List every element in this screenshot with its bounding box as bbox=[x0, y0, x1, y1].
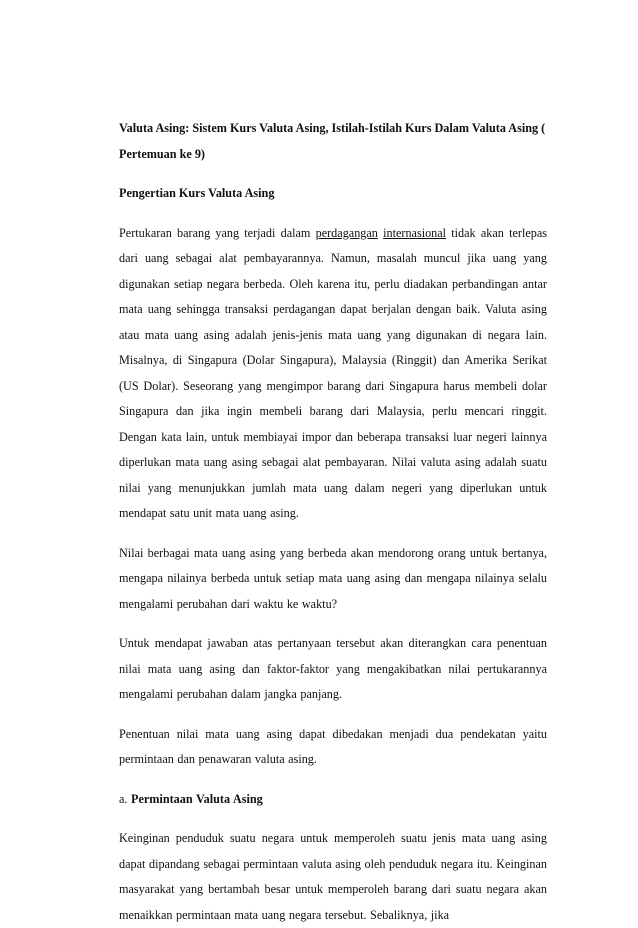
paragraph-4: Penentuan nilai mata uang asing dapat dibedakan menjadi dua pendekatan yaitu permintaan dan penawaran valuta asing. bbox=[119, 726, 547, 766]
section-a-marker: a. bbox=[119, 791, 132, 806]
paragraph-1-before: Pertukaran barang yang terjadi dalam bbox=[119, 225, 316, 240]
section-a-heading bbox=[119, 787, 547, 813]
section-a-label: Permintaan Valuta Asing bbox=[131, 791, 263, 806]
document-page bbox=[119, 116, 547, 928]
paragraph-1 bbox=[119, 221, 547, 527]
link-perdagangan[interactable]: perdagangan bbox=[315, 225, 378, 240]
paragraph-3: Untuk mendapat jawaban atas pertanyaan tersebut akan diterangkan cara penentuan nilai mata uang asing dan faktor-faktor yang mengakibatkan nilai pertukarannya mengalami perubahan dalam jangka panjang. bbox=[119, 636, 547, 701]
paragraph-1-after: tidak akan terlepas dari uang sebagai alat pembayarannya. Namun, masalah muncul jika uang yang digunakan setiap negara berbeda. Oleh karena itu, perlu diadakan perbandingan antar mata uang sehingga transaksi perdagangan dapat berjalan dengan baik. Valuta asing atau mata uang asing adalah jenis-jenis mata uang yang digunakan di negara lain. Misalnya, di Singapura (Dolar Singapura), Malaysia (Ringgit) dan Amerika Serikat (US Dolar). Seseorang yang mengimpor barang dari Singapura harus membeli dolar Singapura dan jika ingin membeli barang dari Malaysia, perlu mencari ringgit. Dengan kata lain, untuk membiayai impor dan beberapa transaksi luar negeri lainnya diperlukan mata uang asing sebagai alat pembayaran. Nilai valuta asing adalah suatu nilai yang menunjukkan jumlah mata uang dalam negeri yang diperlukan untuk mendapat satu unit mata uang asing. bbox=[119, 225, 547, 520]
section-heading: Pengertian Kurs Valuta Asing bbox=[119, 186, 275, 200]
document-title: Valuta Asing: Sistem Kurs Valuta Asing, Istilah-Istilah Kurs Dalam Valuta Asing ( Pertemuan ke 9) bbox=[119, 121, 546, 161]
paragraph-2: Nilai berbagai mata uang asing yang berbeda akan mendorong orang untuk bertanya, mengapa nilainya berbeda untuk setiap mata uang asing dan mengapa nilainya selalu mengalami perubahan dari waktu ke waktu? bbox=[119, 545, 547, 611]
link-internasional[interactable]: internasional bbox=[383, 225, 447, 240]
paragraph-5: Keinginan penduduk suatu negara untuk memperoleh suatu jenis mata uang asing dapat dipandang sebagai permintaan valuta asing oleh penduduk negara itu. Keinginan masyarakat yang bertambah besar untuk memperoleh barang dari suatu negara akan menaikkan permintaan mata uang negara tersebut. Sebaliknya, jika bbox=[119, 831, 547, 922]
